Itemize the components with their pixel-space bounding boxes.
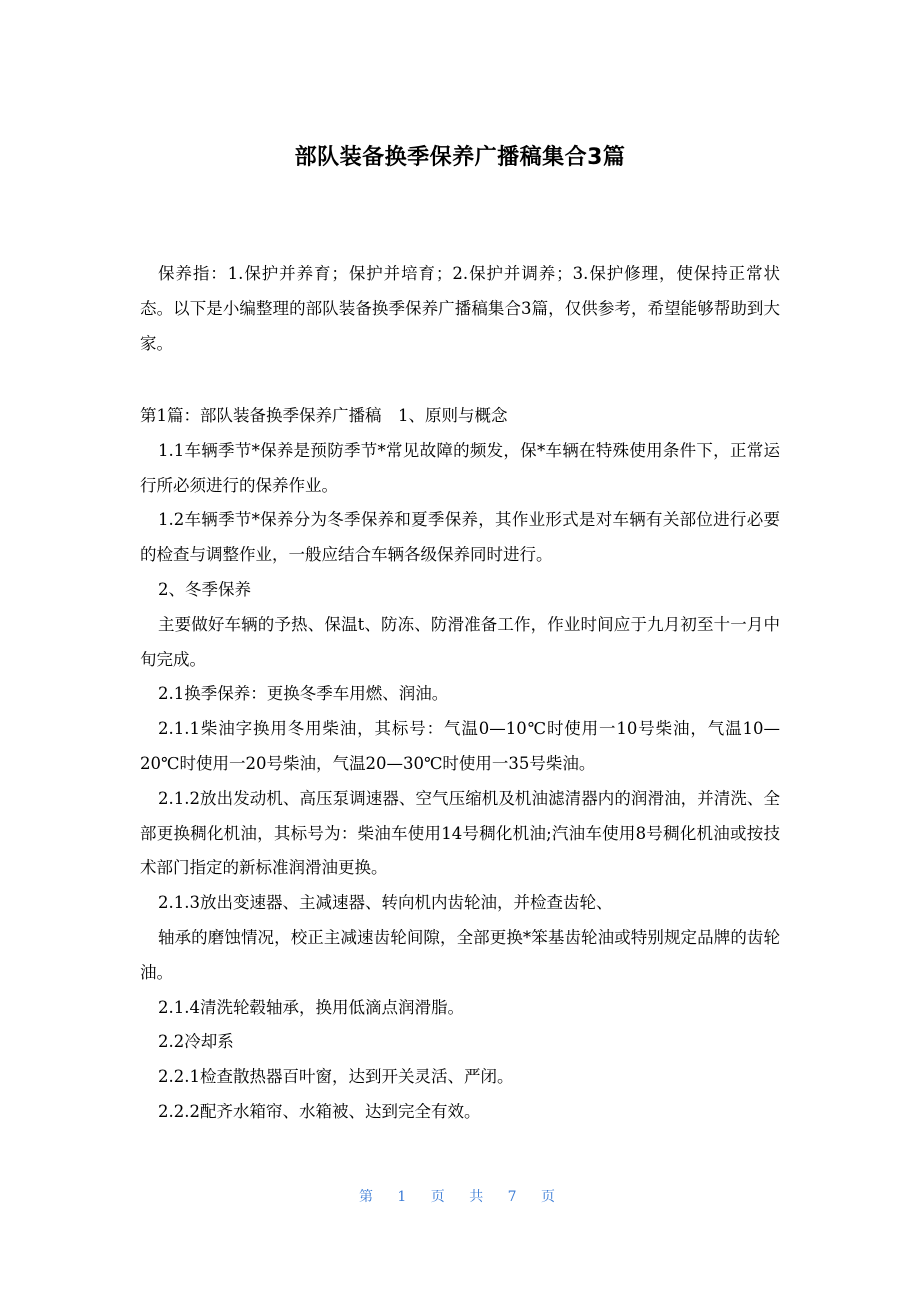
paragraph: 2.2.1检查散热器百叶窗，达到开关灵活、严闭。 <box>158 1067 514 1087</box>
section-heading: 第1篇：部队装备换季保养广播稿 1、原则与概念 <box>140 406 508 425</box>
paragraph: 2.2冷却系 <box>158 1032 234 1052</box>
paragraph: 2.1.2放出发动机、高压泵调速器、空气压缩机及机油滤清器内的润滑油，并清洗、全部更换稠化机油，其标号为：柴油车使用14号稠化机油;汽油车使用8号稠化机油或按技术部门指定的新标准润滑油更换。 <box>140 788 780 878</box>
intro-section <box>140 257 780 361</box>
intro-paragraph: 保养指：1.保护并养育；保护并培育；2.保护并调养；3.保护修理，使保持正常状态。以下是小编整理的部队装备换季保养广播稿集合3篇，仅供参考，希望能够帮助到大家。 <box>140 264 780 353</box>
paragraph: 1.2车辆季节*保养分为冬季保养和夏季保养，其作业形式是对车辆有关部位进行必要的检查与调整作业，一般应结合车辆各级保养同时进行。 <box>140 510 780 565</box>
paragraph: 2、冬季保养 <box>158 579 251 599</box>
paragraph: 主要做好车辆的予热、保温t、防冻、防滑准备工作，作业时间应于九月初至十一月中旬完成。 <box>140 614 780 669</box>
paragraph: 2.1.4清洗轮毂轴承，换用低滴点润滑脂。 <box>158 997 464 1017</box>
paragraph: 轴承的磨蚀情况，校正主减速齿轮间隙，全部更换*笨基齿轮油或特别规定品牌的齿轮油。 <box>140 927 780 982</box>
paragraph: 2.2.2配齐水箱帘、水箱被、达到完全有效。 <box>158 1101 481 1121</box>
main-section <box>140 399 780 1130</box>
paragraph: 2.1.3放出变速器、主减速器、转向机内齿轮油，并检查齿轮、 <box>158 893 613 913</box>
document-title: 部队装备换季保养广播稿集合3篇 <box>294 145 626 170</box>
paragraph: 1.1车辆季节*保养是预防季节*常见故障的频发，保*车辆在特殊使用条件下，正常运行所必须进行的保养作业。 <box>140 440 780 495</box>
page-number: 第 1 页 共 7 页 <box>358 1189 562 1205</box>
paragraph: 2.1换季保养：更换冬季车用燃、润油。 <box>158 684 449 704</box>
paragraph: 2.1.1柴油字换用冬用柴油，其标号：气温0—10℃时使用一10号柴油，气温10—20℃时使用一20号柴油，气温20—30℃时使用一35号柴油。 <box>140 719 780 773</box>
